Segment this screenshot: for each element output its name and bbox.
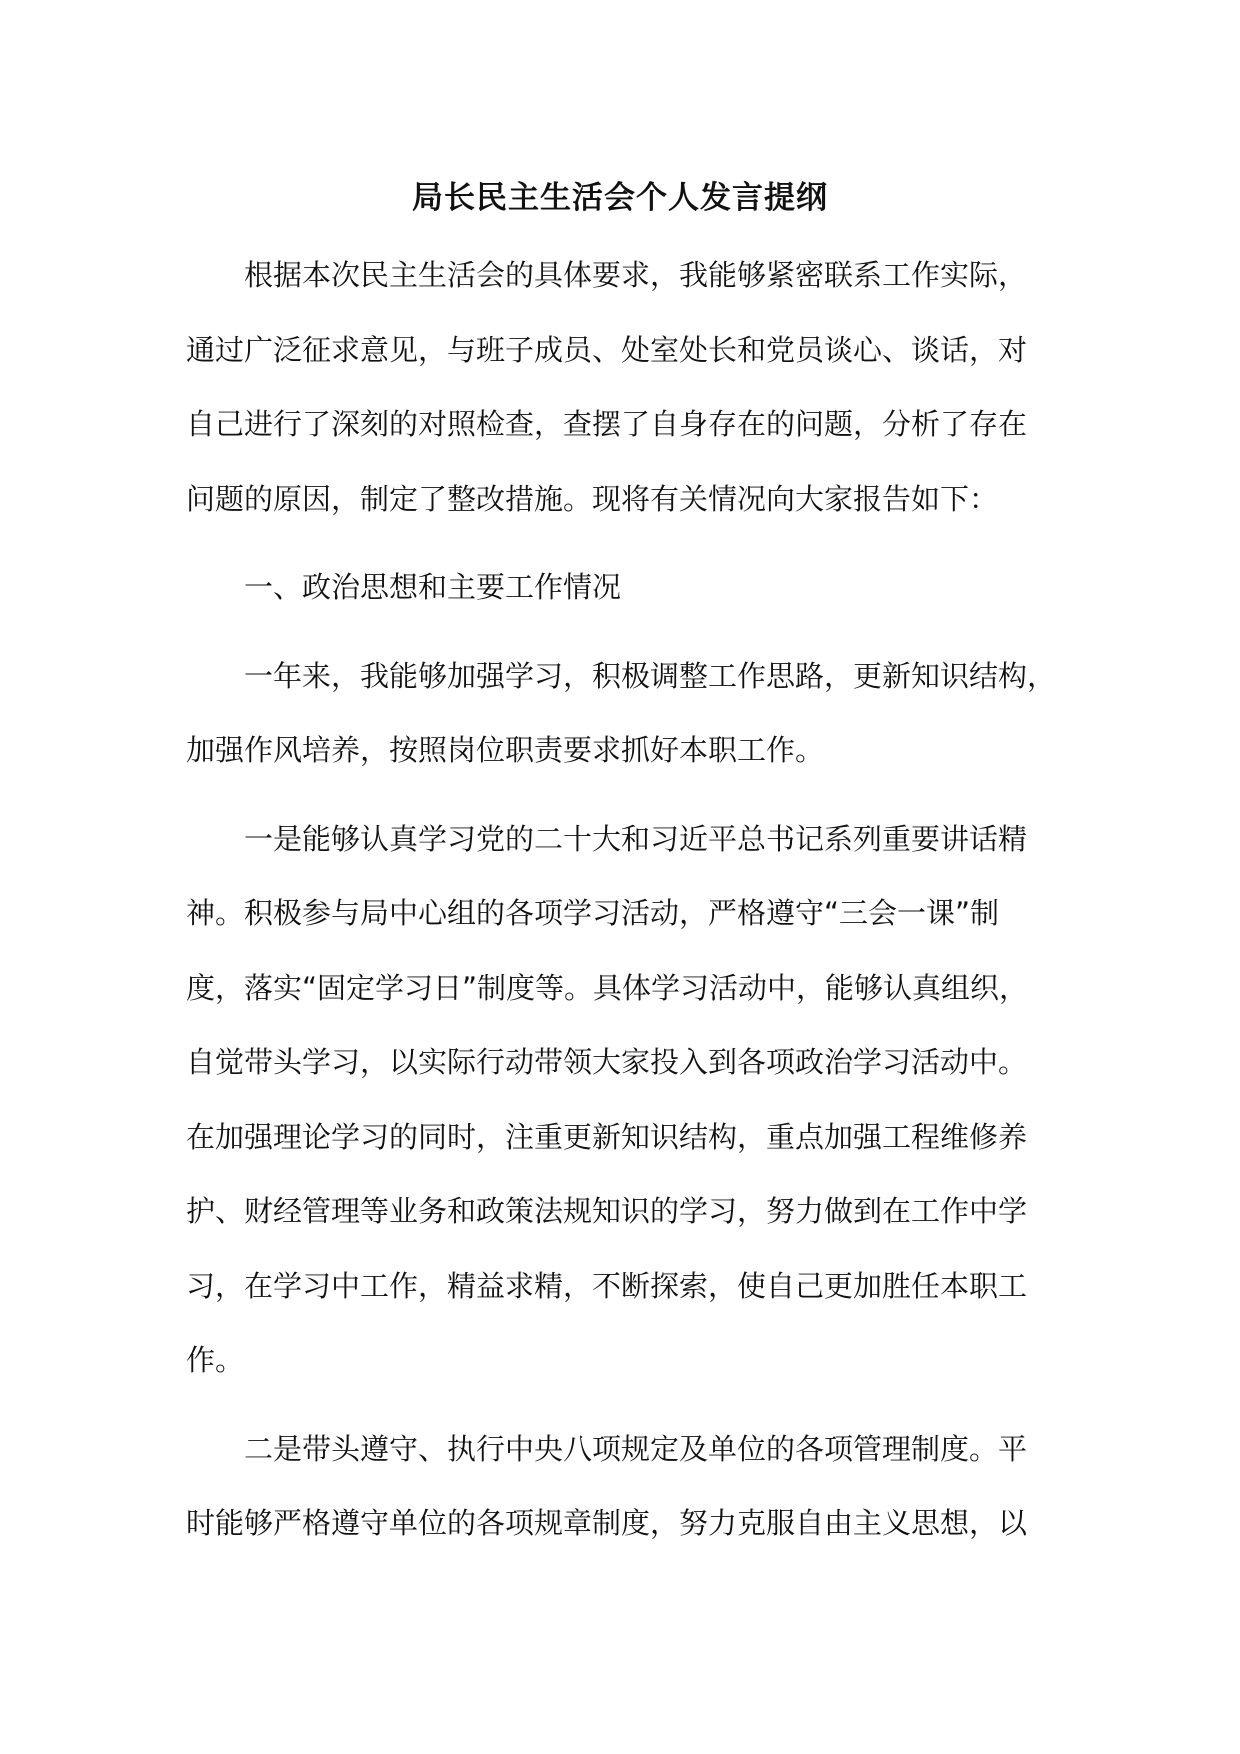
- text-line: 作。: [186, 1343, 245, 1377]
- document-body: [186, 238, 1086, 1575]
- text-line: 加强作风培养，按照岗位职责要求抓好本职工作。: [186, 733, 825, 767]
- text-line: 习，在学习中工作，精益求精，不断探索，使自己更加胜任本职工: [186, 1268, 1028, 1303]
- text-line: 一、政治思想和主要工作情况: [244, 570, 622, 604]
- text-line: 一是能够认真学习党的二十大和习近平总书记系列重要讲话精: [244, 821, 1028, 856]
- section-heading: [186, 550, 1086, 625]
- paragraph-point-one: [186, 802, 1086, 1398]
- text-line: 时能够严格遵守单位的各项规章制度，努力克服自由主义思想，以: [186, 1506, 1028, 1540]
- text-line: 护、财经管理等业务和政策法规知识的学习，努力做到在工作中学: [186, 1194, 1028, 1228]
- paragraph-intro: [186, 238, 1086, 536]
- paragraph-summary: [186, 639, 1086, 788]
- text-line: 问题的原因，制定了整改措施。现将有关情况向大家报告如下：: [186, 481, 999, 516]
- text-line: 在加强理论学习的同时，注重更新知识结构，重点加强工程维修养: [186, 1119, 1028, 1154]
- text-line: 二是带头遵守、执行中央八项规定及单位的各项管理制度。平: [244, 1431, 1028, 1466]
- text-line: 度，落实“固定学习日”制度等。具体学习活动中，能够认真组织，: [186, 970, 1029, 1005]
- text-line: 一年来，我能够加强学习，积极调整工作思路，更新知识结构，: [244, 658, 1057, 693]
- text-line: 自己进行了深刻的对照检查，查摆了自身存在的问题，分析了存在: [186, 407, 1028, 441]
- text-line: 神。积极参与局中心组的各项学习活动，严格遵守“三会一课”制: [186, 896, 1000, 930]
- text-line: 根据本次民主生活会的具体要求，我能够紧密联系工作实际，: [244, 258, 1028, 292]
- document-title: 局长民主生活会个人发言提纲: [412, 180, 828, 216]
- paragraph-point-two: [186, 1412, 1086, 1561]
- text-line: 自觉带头学习，以实际行动带领大家投入到各项政治学习活动中。: [186, 1045, 1028, 1079]
- text-line: 通过广泛征求意见，与班子成员、处室处长和党员谈心、谈话，对: [186, 332, 1028, 367]
